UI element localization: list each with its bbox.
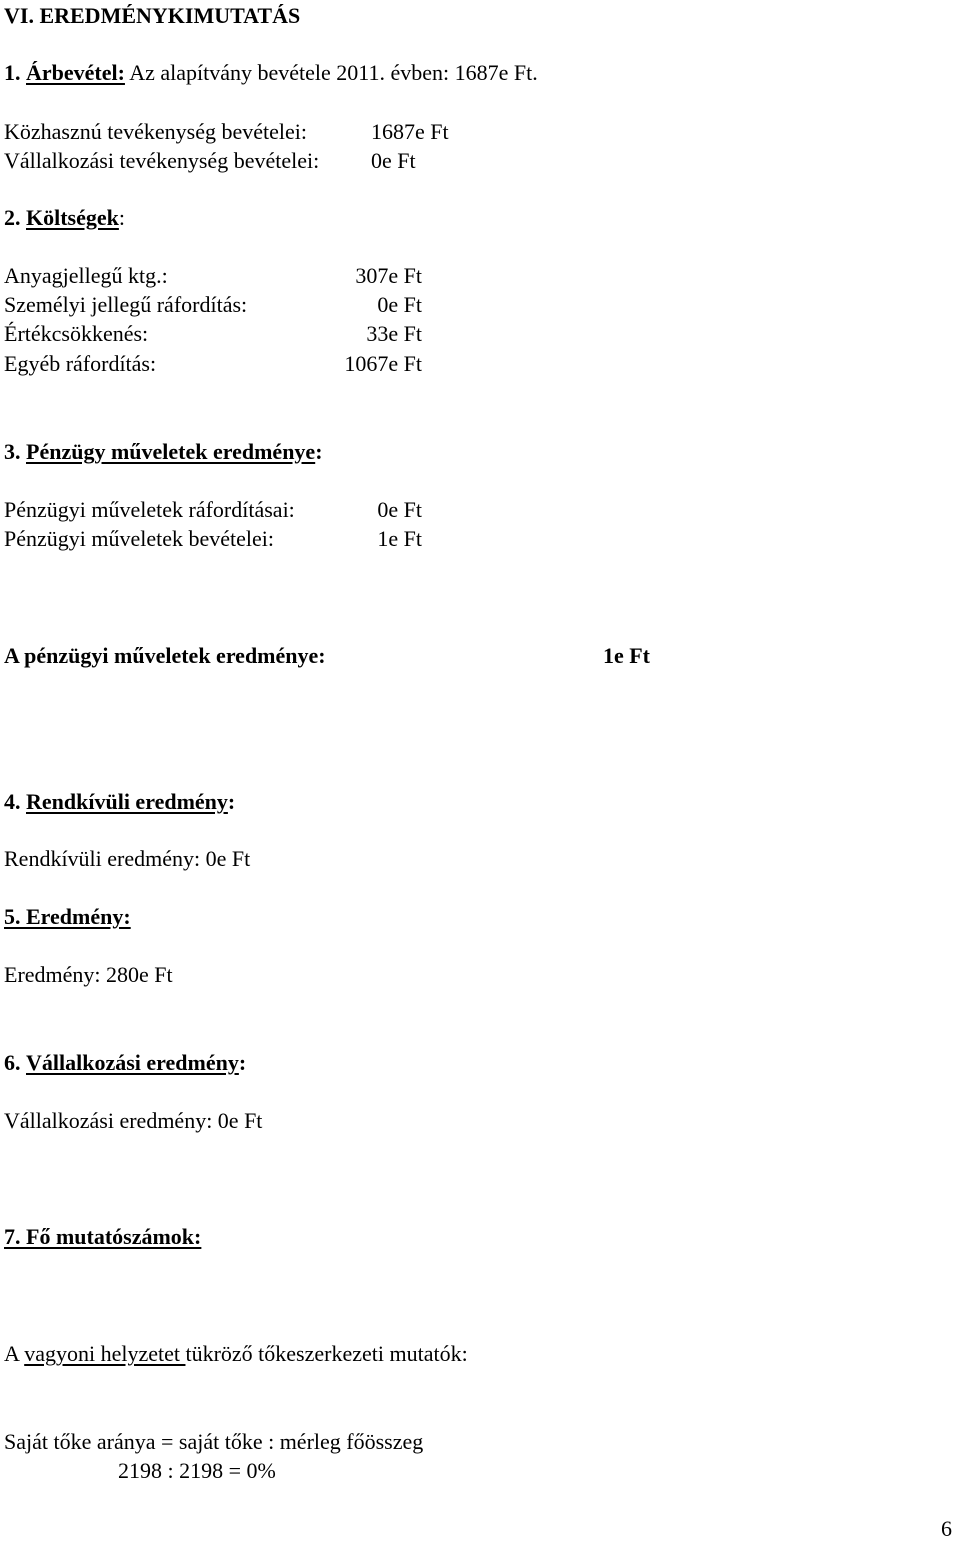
financial-row-value: 1e Ft — [377, 526, 422, 551]
section-6-number: 6. — [4, 1050, 21, 1075]
financial-result-value: 1e Ft — [602, 643, 650, 668]
section-2-title: Költségek — [26, 205, 119, 230]
section-4-number: 4. — [4, 789, 21, 814]
section-1-line — [4, 59, 538, 87]
result-text: Eredmény: 280e Ft — [4, 962, 173, 987]
cost-row-value: 33e Ft — [366, 321, 422, 346]
section-4-title: Rendkívüli eredmény — [26, 789, 228, 814]
indicator-intro — [4, 1340, 468, 1368]
financial-row-value: 0e Ft — [377, 497, 422, 522]
section-3-number: 3. — [4, 439, 21, 464]
section-1-row-value: 1687e Ft — [371, 119, 449, 144]
section-6-heading — [4, 1049, 246, 1077]
page-heading: VI. EREDMÉNYKIMUTATÁS — [4, 3, 301, 28]
section-3-colon: : — [315, 439, 323, 464]
section-7-title: Fő mutatószámok: — [26, 1224, 202, 1249]
section-7-heading — [4, 1223, 201, 1251]
equity-ratio-formula: Saját tőke aránya = saját tőke : mérleg főösszeg — [4, 1429, 424, 1454]
section-4-heading — [4, 788, 235, 816]
section-1-text: Az alapítvány bevétele 2011. évben: 1687e Ft. — [124, 60, 538, 85]
section-3-heading — [4, 438, 323, 466]
extraordinary-result-text: Rendkívüli eredmény: 0e Ft — [4, 846, 251, 871]
section-5-heading — [4, 903, 131, 931]
section-7-number: 7. — [4, 1224, 21, 1249]
financial-row-label: Pénzügyi műveletek bevételei: — [4, 526, 275, 551]
cost-row-label: Értékcsökkenés: — [4, 321, 149, 346]
indicator-intro-underlined: vagyoni helyzetet — [24, 1341, 186, 1366]
indicator-intro-suffix: tükröző tőkeszerkezeti mutatók: — [185, 1341, 468, 1366]
section-1-number: 1. — [4, 60, 21, 85]
financial-row-label: Pénzügyi műveletek ráfordításai: — [4, 497, 295, 522]
section-2-colon: : — [118, 205, 126, 230]
section-5-number: 5. — [4, 904, 21, 929]
section-6-colon: : — [238, 1050, 247, 1075]
page-number: 6 — [941, 1516, 952, 1541]
section-1-title: Árbevétel: — [26, 60, 125, 85]
cost-row-value: 0e Ft — [377, 292, 422, 317]
cost-row-label: Egyéb ráfordítás: — [4, 351, 157, 376]
section-1-row-value: 0e Ft — [371, 148, 416, 173]
section-4-colon: : — [227, 789, 236, 814]
cost-row-value: 307e Ft — [355, 263, 422, 288]
financial-result-label: A pénzügyi műveletek eredménye: — [4, 643, 326, 668]
cost-row-label: Személyi jellegű ráfordítás: — [4, 292, 248, 317]
cost-row-value: 1067e Ft — [344, 351, 422, 376]
business-result-text: Vállalkozási eredmény: 0e Ft — [4, 1108, 263, 1133]
cost-row-label: Anyagjellegű ktg.: — [4, 263, 168, 288]
indicator-intro-prefix: A — [4, 1341, 25, 1366]
section-3-title: Pénzügy műveletek eredménye — [26, 439, 316, 464]
equity-ratio-result: 2198 : 2198 = 0% — [118, 1458, 276, 1483]
section-6-title: Vállalkozási eredmény — [26, 1050, 239, 1075]
section-1-row-label: Vállalkozási tevékenység bevételei: — [4, 148, 320, 173]
section-2-number: 2. — [4, 205, 21, 230]
section-2-heading — [4, 204, 125, 232]
section-5-title: Eredmény: — [26, 904, 131, 929]
section-1-row-label: Közhasznú tevékenység bevételei: — [4, 119, 307, 144]
